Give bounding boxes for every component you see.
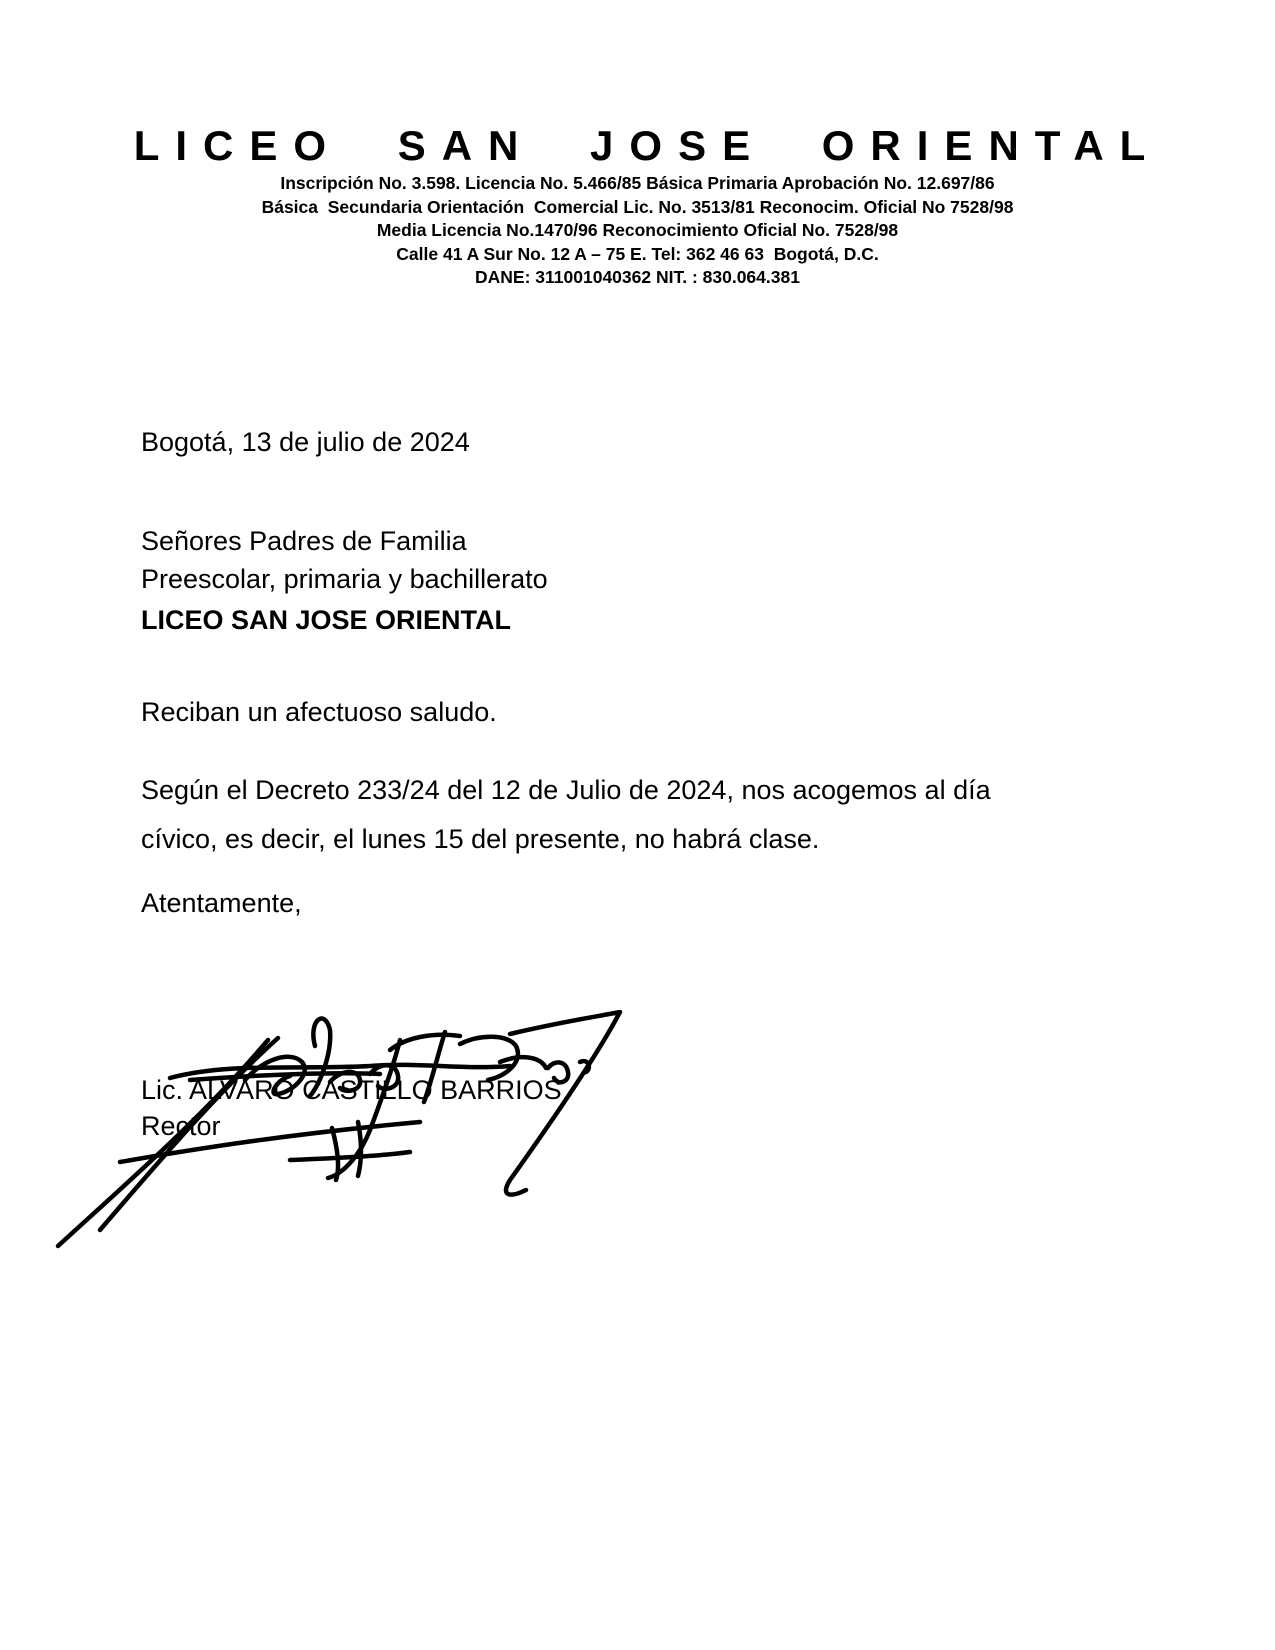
body-line-1: Según el Decreto 233/24 del 12 de Julio de 2024, nos acogemos al día xyxy=(141,775,991,805)
greeting: Reciban un afectuoso saludo. xyxy=(141,697,497,727)
recipient-line-2: Preescolar, primaria y bachillerato xyxy=(141,564,548,594)
school-name-heading: LICEO SAN JOSE ORIENTAL xyxy=(133,122,1162,169)
signer-title: Rector xyxy=(141,1111,221,1141)
letterhead-line-5: DANE: 311001040362 NIT. : 830.064.381 xyxy=(475,267,800,287)
letterhead xyxy=(0,122,1275,290)
closing: Atentamente, xyxy=(141,888,302,918)
letterhead-line-4: Calle 41 A Sur No. 12 A – 75 E. Tel: 362 46 63 Bogotá, D.C. xyxy=(396,243,879,264)
letterhead-line-3: Media Licencia No.1470/96 Reconocimiento Oficial No. 7528/98 xyxy=(376,220,899,240)
letter-date: Bogotá, 13 de julio de 2024 xyxy=(141,427,470,457)
recipient-line-1: Señores Padres de Familia xyxy=(141,526,467,556)
letterhead-line-1: Inscripción No. 3.598. Licencia No. 5.466/85 Básica Primaria Aprobación No. 12.697/86 xyxy=(280,173,995,193)
recipient-school: LICEO SAN JOSE ORIENTAL xyxy=(141,605,512,635)
body-line-2: cívico, es decir, el lunes 15 del presente, no habrá clase. xyxy=(141,824,820,854)
letterhead-line-2: Básica Secundaria Orientación Comercial Lic. No. 3513/81 Reconocim. Oficial No 7528/98 xyxy=(261,196,1014,217)
handwritten-signature xyxy=(40,1010,680,1250)
signer-name: Lic. ALVARO CASTILLO BARRIOS xyxy=(141,1075,562,1105)
